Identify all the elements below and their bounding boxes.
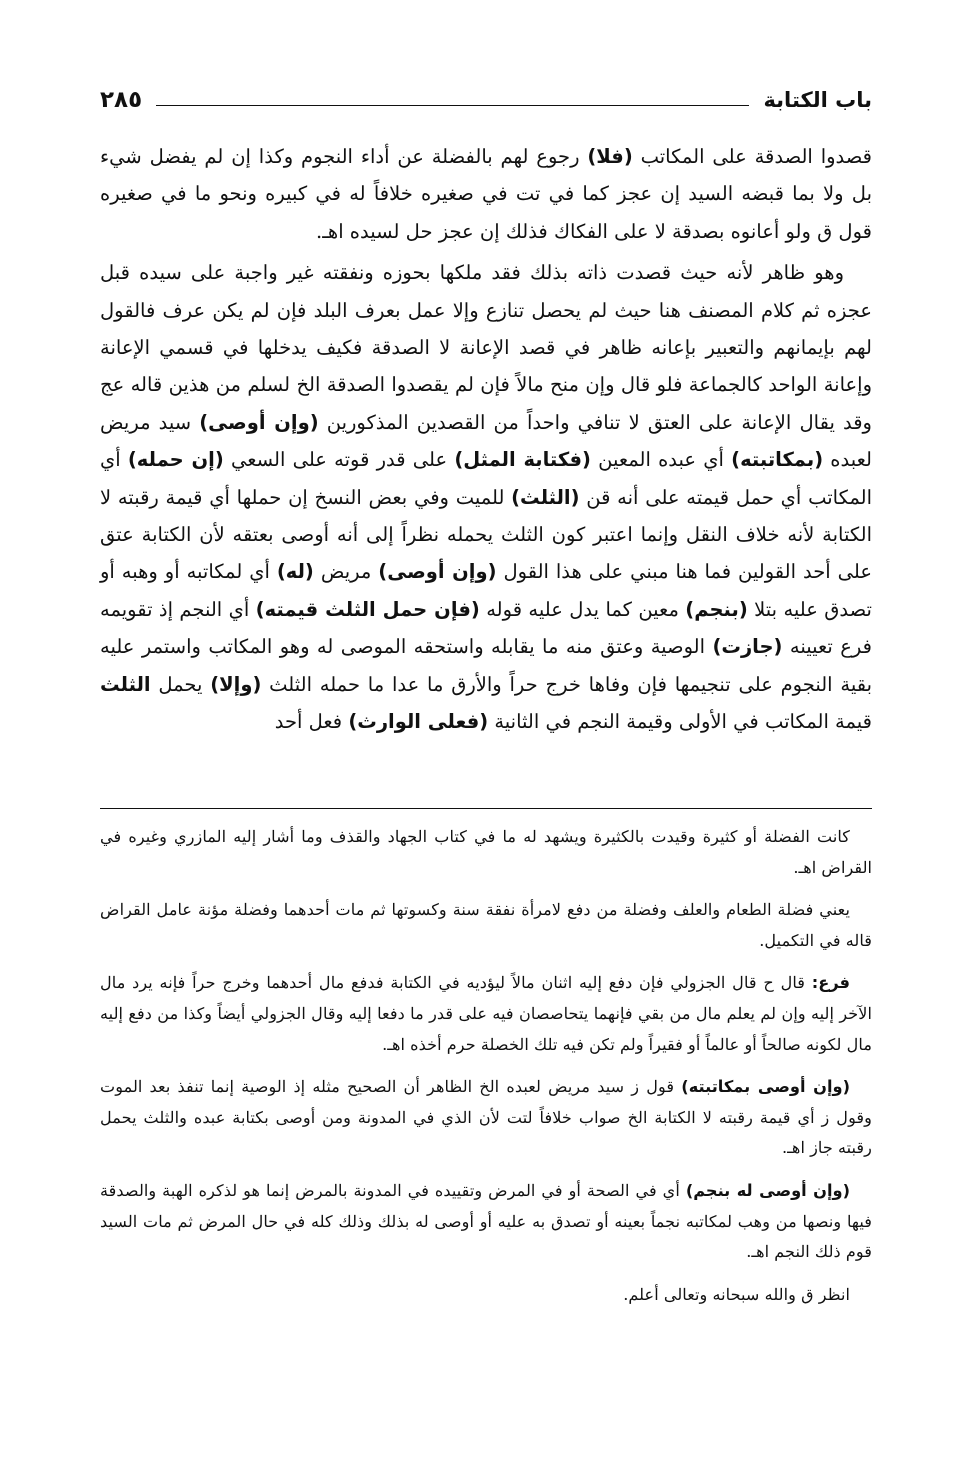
chapter-title: باب الكتابة xyxy=(763,88,872,112)
running-header xyxy=(100,82,872,118)
footnote-1: كانت الفضلة أو كثيرة وقيدت بالكثيرة ويشهد له ما في كتاب الجهاد والقذف وما أشار إليه المازري وغيره في القراض اهـ. xyxy=(100,827,872,877)
footnote-6: انظر ق والله سبحانه وتعالى أعلم. xyxy=(623,1284,850,1304)
footnote-3: فرع: قال ح قال الجزولي فإن دفع إليه اثنان مالاً ليؤديه في الكتابة فدفع مال أحدهما وخرج حراً فإنه يرد مال الآخر إليه وإن لم يعلم مال من بقي فإنهما يتحاصصان فيه على قدر ما دفعا إليه وقال الجزولي أيضاً وكذا من دفع إليه مال لكونه صالحاً أو عالماً أو فقيراً ولم تكن فيه تلك الخصلة حرم أخذه اهـ. xyxy=(100,973,872,1054)
footnote-4: (وإن أوصى بمكاتبته) قول ز سيد مريض لعبده الخ الظاهر أن الصحيح مثله إذ الوصية إنما تنفذ بعد الموت وقول ز أي قيمة رقبته لا الكتابة الخ صواب خلافاً لتت لأن الذي في المدونة ومن أوصى بكتابة عبده والثلث يحمل رقبته جاز اهـ. xyxy=(100,1077,872,1158)
footnote-2: يعني فضلة الطعام والعلف وفضلة من دفع لامرأة نفقة سنة وكسوتها ثم مات أحدهما وفضلة مؤنة عامل القراض قاله في التكميل. xyxy=(100,900,872,950)
footnote-5: (وإن أوصى له بنجم) أي في الصحة أو في المرض وتقييده في المدونة بالمرض إنما هو لذكره الهبة والصدقة فيها ونصها من وهب لمكاتبه نجماً بعينه أو تصدق به عليه أو أوصى له بذلك وذلك كله في حال المرض ثم مات السيد قوم ذلك النجم اهـ. xyxy=(100,1180,872,1262)
footnotes xyxy=(100,822,872,1322)
footnote-divider xyxy=(100,808,872,809)
page-number: ٢٨٥ xyxy=(100,87,143,113)
main-paragraph-1: قصدوا الصدقة على المكاتب (فلا) رجوع لهم بالفضلة عن أداء النجوم وكذا إن لم يفضل شيء بل ولا بما قبضه السيد إن عجز كما في تت في صغيره خلافاً له في كبيره ونحو ما في صغيره قول ق ولو أعانوه بصدقة لا على الفكاك فذلك إن عجز حل لسيده اهـ. xyxy=(100,145,873,243)
header-rule xyxy=(156,105,749,106)
main-paragraph-2: وهو ظاهر لأنه حيث قصدت ذاته بذلك فقد ملكها بحوزه ونفقته غير واجبة على سيده قبل عجزه ثم كلام المصنف هنا حيث لم يحصل تنازع وإلا عمل بعرف البلد فإن لم يكن عرف فالقول لهم بإيمانهم والتعبير بإعانه ظاهر في قصد الإعانة لا الصدقة فكيف يدخلها في قسمي الإعانة وإعانة الواحد كالجماعة فلو قال وإن منح مالاً فإن لم يقصدوا الصدقة الخ لسلم من هذين قاله عج وقد يقال الإعانة على العتق لا تنافي واحداً من القصدين المذكورين (وإن أوصى) سيد مريض لعبده (بمكاتبته) أي عبده المعين (فكتابة المثل) على قدر قوته على السعي (إن حمله) أي المكاتب أي حمل قيمته على أنه قن (الثلث) للميت وفي بعض النسخ إن حملها أي قيمة رقبته لا الكتابة لأنه خلاف النقل وإنما اعتبر كون الثلث يحمله نظراً إلى أنه أوصى بعتقه لأن الكتابة عتق على أحد القولين فما هنا مبني على هذا القول (وإن أوصى) مريض (له) أي لمكاتبه أو وهبه أو تصدق عليه بتلا (بنجم) معين كما يدل عليه قوله (فإن حمل الثلث قيمته) أي النجم إذ تقويمه فرع تعيينه (جازت) الوصية وعتق منه ما يقابله واستحقه الموصى له وهو المكاتب واستمر عليه بقية النجوم على تنجيمها فإن وفاها خرج حراً والأرق ما عدا ما حمله الثلث (وإلا) يحمل الثلث قيمة المكاتب في الأولى وقيمة النجم في الثانية (فعلى الوارث) فعل أحد xyxy=(100,261,873,734)
main-text xyxy=(100,138,872,741)
book-page xyxy=(100,82,873,1304)
